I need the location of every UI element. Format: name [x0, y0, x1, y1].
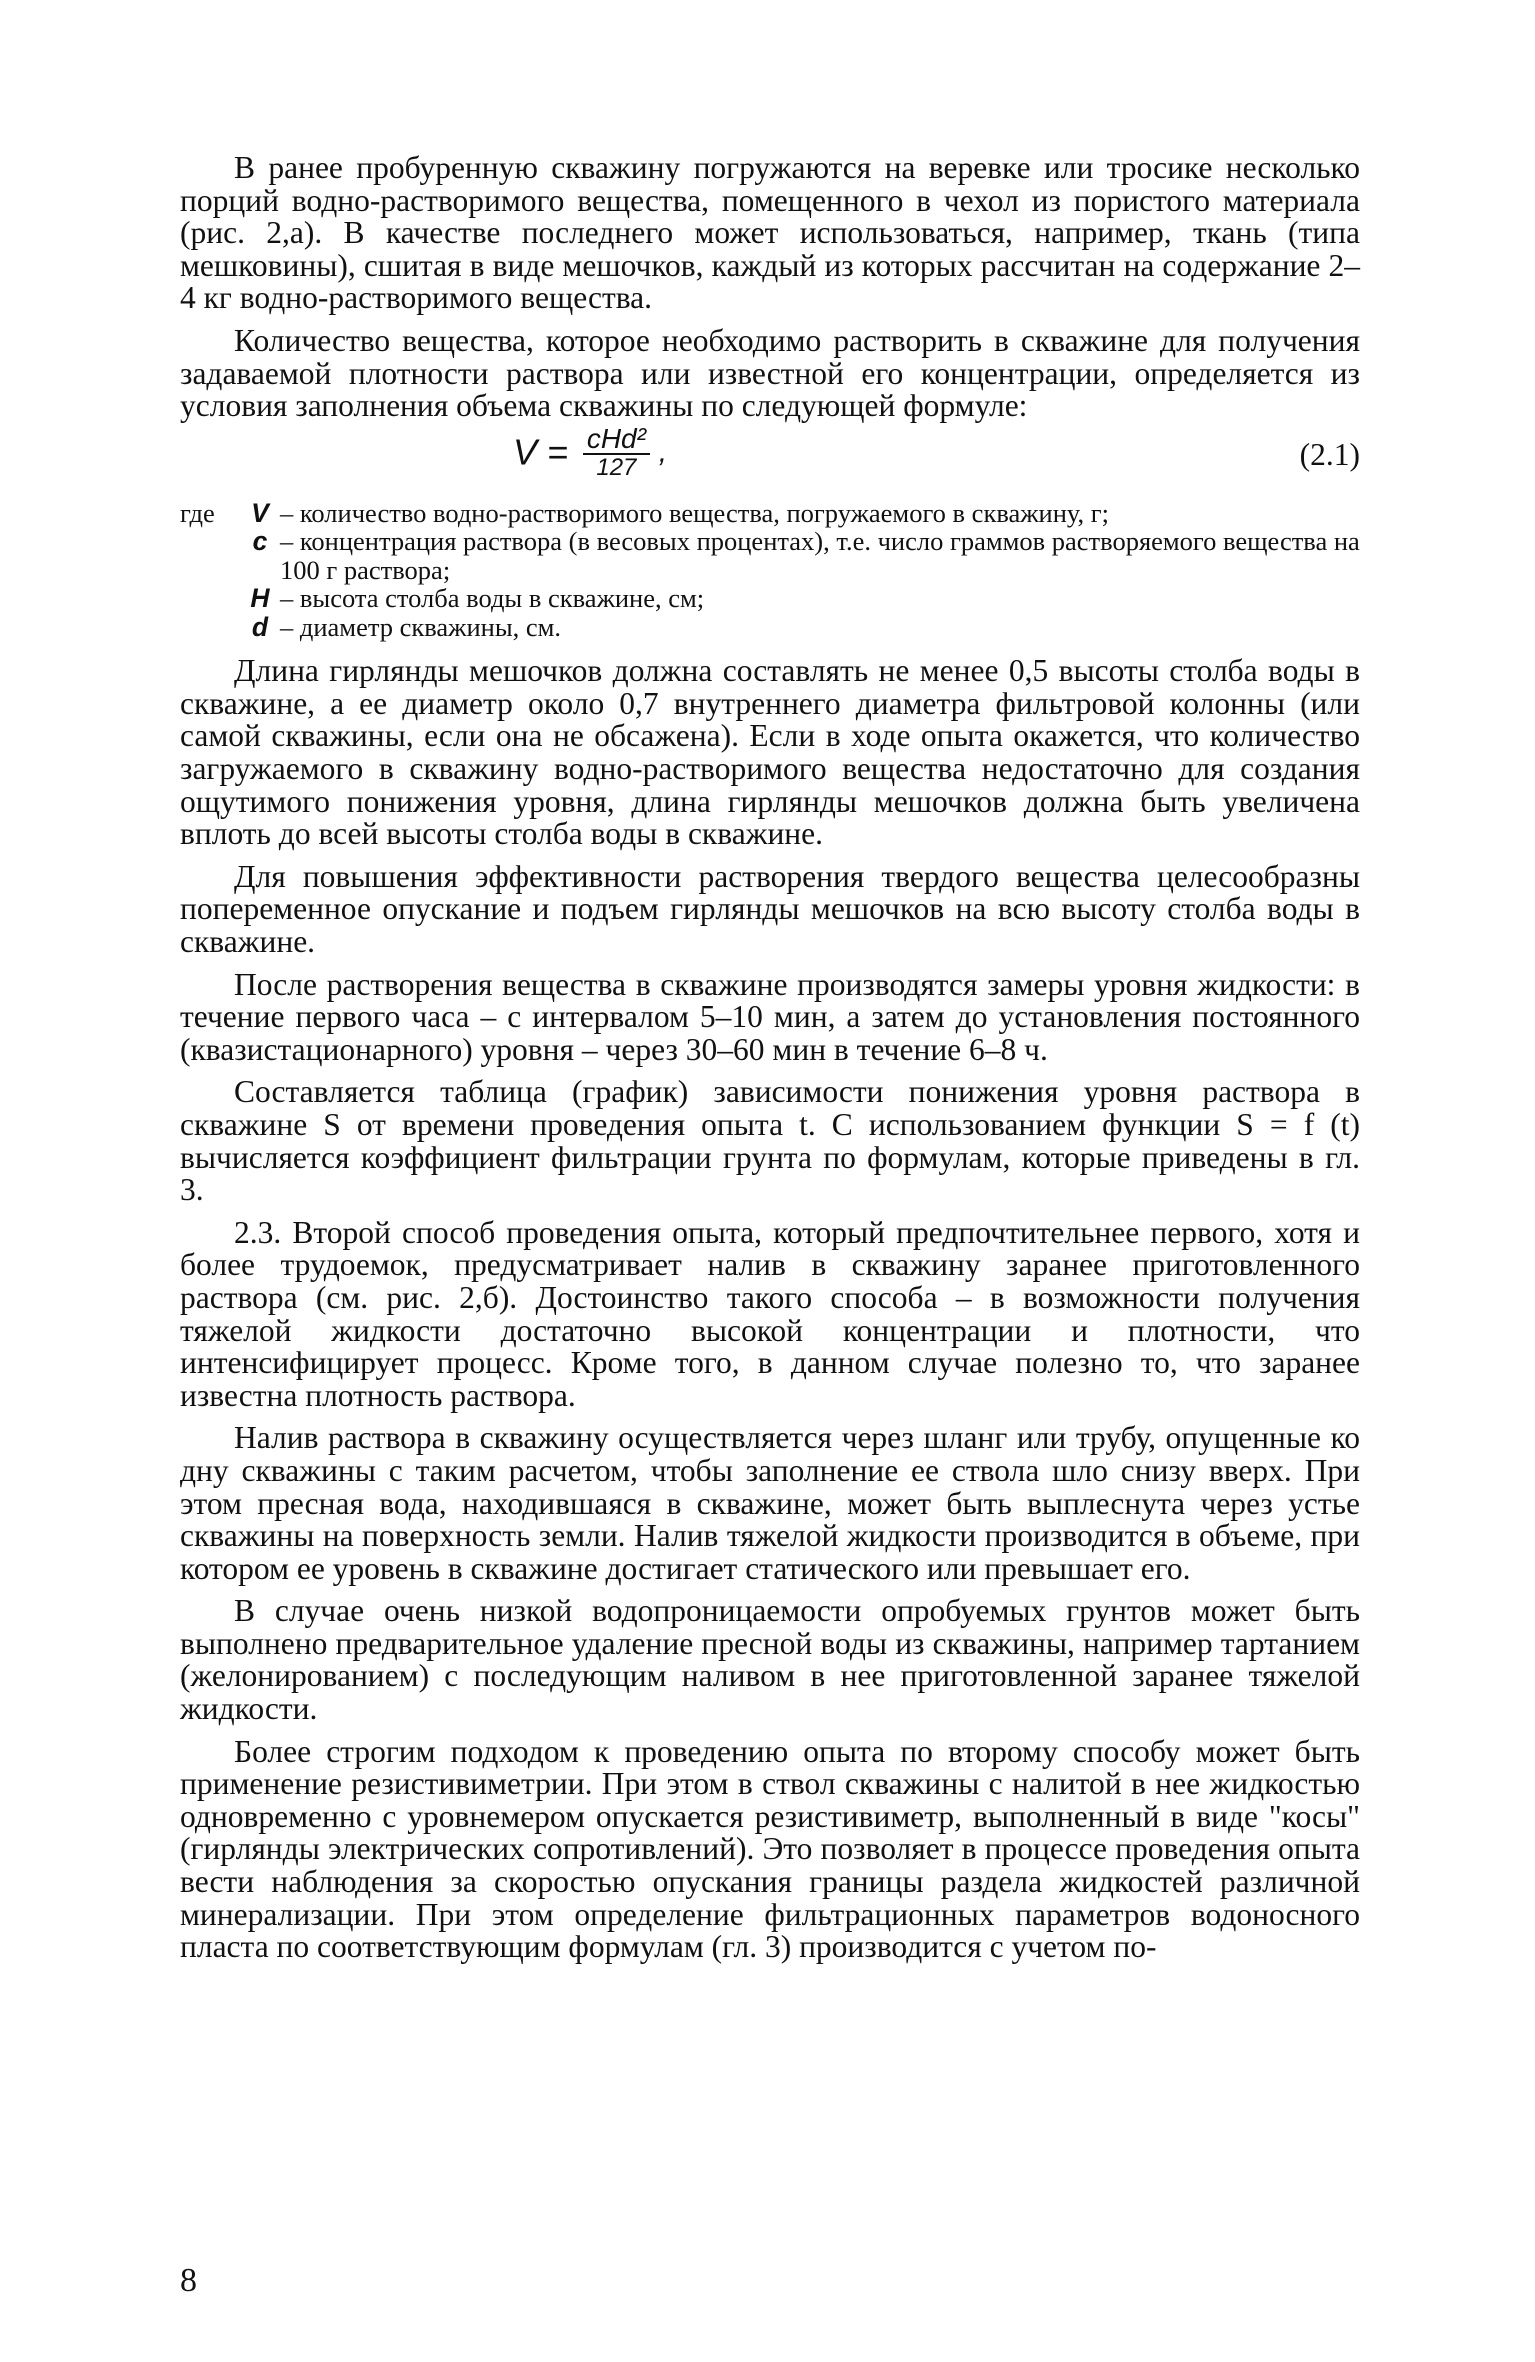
definition-item	[180, 499, 1360, 528]
definition-item	[180, 584, 1360, 613]
definition-symbol: V	[251, 497, 269, 528]
paragraph-low-permeability: В случае очень низкой водопроницаемости опробуемых грунтов может быть выполнено предварительное удаление пресной воды из скважины, например тартанием (желонированием) с последующим наливом в нее приготовленной заранее тяжелой жидкости.	[180, 1593, 1360, 1727]
formula-2-1	[513, 422, 668, 481]
formula-numerator: cHd²	[583, 425, 650, 455]
formula-lhs: V =	[513, 431, 569, 473]
paragraph-method-intro: В ранее пробуренную скважину погружаются на веревке или тросике несколько порций водно-растворимого вещества, помещенного в чехол из пористого материала (рис. 2,а). В качестве последнего может использоваться, например, ткань (типа мешковины), сшитая в виде мешочков, каждый из которых рассчитан на содержание 2–4 кг водно-растворимого вещества.	[180, 150, 1360, 316]
definition-symbol: d	[251, 611, 269, 642]
paragraph-table-graph: Составляется таблица (график) зависимости понижения уровня раствора в скважине S от времени проведения опыта t. С использованием функции S = f (t) вычисляется коэффициент фильтрации грунта по формулам, которые приведены в гл. 3.	[180, 1074, 1360, 1208]
formula-number: (2.1)	[1299, 436, 1360, 472]
formula-fraction	[583, 422, 650, 481]
formula-block	[180, 422, 1360, 485]
definition-symbol: c	[252, 526, 268, 557]
paragraph-quantity: Количество вещества, которое необходимо растворить в скважине для получения задаваемой плотности раствора или известной его концентрации, определяется из условия заполнения объема скважины по следующей формуле:	[180, 322, 1360, 424]
definition-text: – высота столба воды в скважине, см;	[280, 583, 705, 614]
definition-item	[180, 527, 1360, 584]
definition-symbol: H	[250, 583, 270, 614]
formula-denominator: 127	[596, 453, 637, 481]
paragraph-pouring: Налив раствора в скважину осуществляется через шланг или трубу, опущенные ко дну скважины с таким расчетом, чтобы заполнение ее ствола шло снизу вверх. При этом пресная вода, находившаяся в скважине, может быть выплеснута через устье скважины на поверхность земли. Налив тяжелой жидкости производится в объеме, при котором ее уровень в скважине достигает статического или превышает его.	[180, 1420, 1360, 1586]
paragraph-second-method: 2.3. Второй способ проведения опыта, который предпочтительнее первого, хотя и более трудоемок, предусматривает налив в скважину заранее приготовленного раствора (см. рис. 2,б). Достоинство такого способа – в возможности получения тяжелой жидкости достаточно высокой концентрации и плотности, что интенсифицирует процесс. Кроме того, в данном случае полезно то, что заранее известна плотность раствора.	[180, 1214, 1360, 1413]
paragraph-resistivimetry: Более строгим подходом к проведению опыта по второму способу может быть применение резистивиметрии. При этом в ствол скважины с налитой в нее жидкостью одновременно с уровнемером опускается резистивиметр, выполненный в виде "косы" (гирлянды электрических сопротивлений). Это позволяет в процессе проведения опыта вести наблюдения за скоростью опускания границы раздела жидкостей различной минерализации. При этом определение фильтрационных параметров водоносного пласта по соответствующим формулам (гл. 3) производится с учетом по-	[180, 1733, 1360, 1965]
definitions-list	[180, 499, 1360, 642]
paragraph-level-measurements: После растворения вещества в скважине производятся замеры уровня жидкости: в течение первого часа – с интервалом 5–10 мин, а затем до установления постоянного (квазистационарного) уровня – через 30–60 мин в течение 6–8 ч.	[180, 966, 1360, 1067]
paragraph-garland-length: Длина гирлянды мешочков должна составлять не менее 0,5 высоты столба воды в скважине, а ее диаметр около 0,7 внутреннего диаметра фильтровой колонны (или самой скважины, если она не обсажена). Если в ходе опыта окажется, что количество загружаемого в скважину водно-растворимого вещества недостаточно для создания ощутимого понижения уровня, длина гирлянды мешочков должна быть увеличена вплоть до всей высоты столба воды в скважине.	[180, 653, 1360, 852]
body-text	[180, 152, 1360, 1974]
definition-text: – концентрация раствора (в весовых процентах), т.е. число граммов растворяемого вещества на 100 г раствора;	[280, 526, 1360, 585]
definitions-lead: где	[180, 497, 215, 528]
formula-comma: ,	[658, 435, 668, 469]
page-number: 8	[180, 2262, 197, 2299]
definition-item	[180, 613, 1360, 642]
paragraph-efficiency: Для повышения эффективности растворения твердого вещества целесообразны попеременное опускание и подъем гирлянды мешочков на всю высоту столба воды в скважине.	[180, 858, 1360, 959]
definition-text: – количество водно-растворимого вещества, погружаемого в скважину, г;	[280, 497, 1109, 528]
definition-text: – диаметр скважины, см.	[280, 611, 562, 642]
